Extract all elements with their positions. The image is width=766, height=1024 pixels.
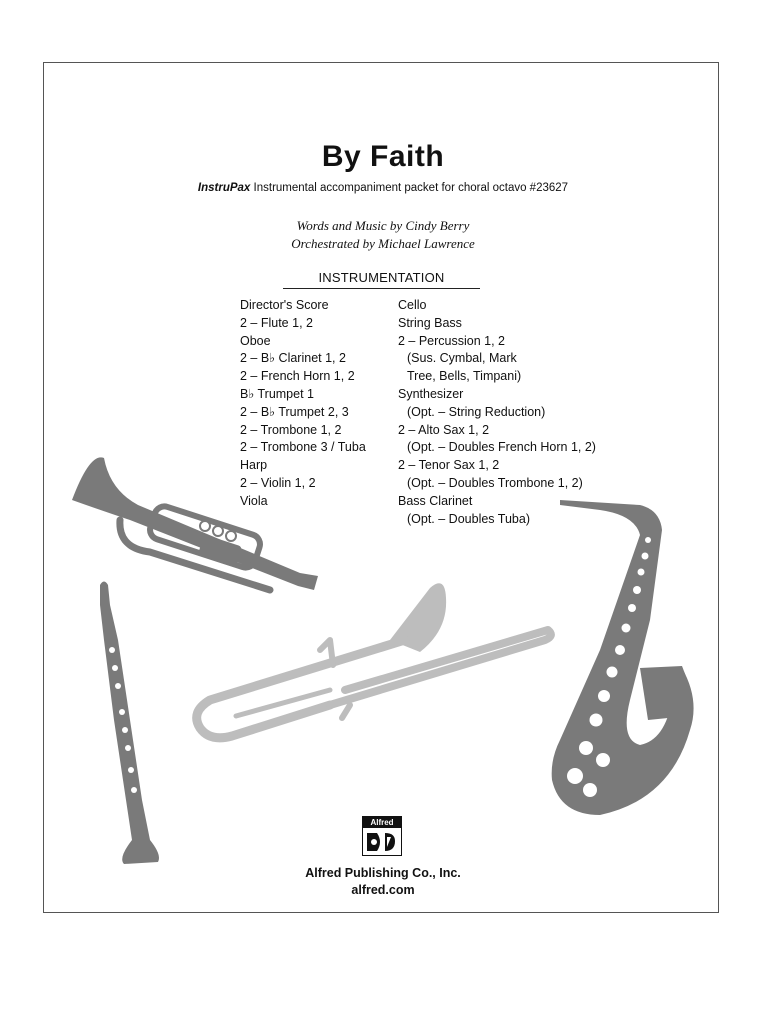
list-item: Director's Score [240, 298, 329, 312]
list-item: 2 – Percussion 1, 2 [398, 333, 506, 348]
list-item: 2 – Violin 1, 2 [240, 475, 316, 490]
trombone-icon [197, 583, 551, 737]
list-item: (Opt. – Doubles Tuba) [407, 511, 530, 526]
list-item: 2 – B♭ Trumpet 2, 3 [240, 404, 349, 419]
words-music-credit: Words and Music by Cindy Berry [296, 218, 470, 233]
clarinet-icon [100, 582, 159, 865]
list-item: (Opt. – String Reduction) [407, 404, 546, 419]
list-item: Tree, Bells, Timpani) [407, 369, 522, 384]
list-item: (Opt. – Doubles French Horn 1, 2) [407, 440, 596, 455]
list-item: 2 – French Horn 1, 2 [240, 369, 355, 384]
list-item: 2 – Trombone 1, 2 [240, 422, 342, 437]
list-item: B♭ Trumpet 1 [240, 386, 314, 401]
list-item: String Bass [398, 315, 462, 330]
list-item: Oboe [240, 333, 271, 348]
page-title: By Faith [321, 140, 445, 173]
list-item: 2 – Alto Sax 1, 2 [398, 422, 490, 437]
instrumentation-list-left [240, 297, 366, 511]
list-item: (Opt. – Doubles Trombone 1, 2) [407, 475, 583, 490]
brand-name: InstruPax [197, 182, 251, 194]
subtitle [0, 182, 766, 194]
publisher-name: Alfred Publishing Co., Inc. [305, 866, 461, 880]
list-item: Harp [240, 458, 268, 473]
orchestration-credit: Orchestrated by Michael Lawrence [291, 236, 475, 251]
list-item: 2 – Tenor Sax 1, 2 [398, 458, 500, 473]
list-item: 2 – Trombone 3 / Tuba [240, 440, 366, 455]
list-item: Cello [398, 298, 427, 312]
publisher-logo [362, 816, 402, 856]
list-item: 2 – Flute 1, 2 [240, 315, 313, 330]
saxophone-icon [552, 500, 694, 815]
list-item: Bass Clarinet [398, 493, 473, 508]
list-item: Synthesizer [398, 386, 464, 401]
list-item: (Sus. Cymbal, Mark [407, 351, 517, 366]
subtitle-text: Instrumental accompaniment packet for choral octavo #23627 [253, 182, 569, 194]
logo-mark-icon [363, 829, 400, 855]
list-item: 2 – B♭ Clarinet 1, 2 [240, 351, 346, 366]
list-item: Viola [240, 493, 268, 508]
instrumentation-list-right [398, 297, 596, 528]
instrumentation-heading: INSTRUMENTATION [283, 270, 480, 289]
logo-text: Alfred [363, 817, 401, 828]
publisher-website: alfred.com [351, 883, 415, 897]
